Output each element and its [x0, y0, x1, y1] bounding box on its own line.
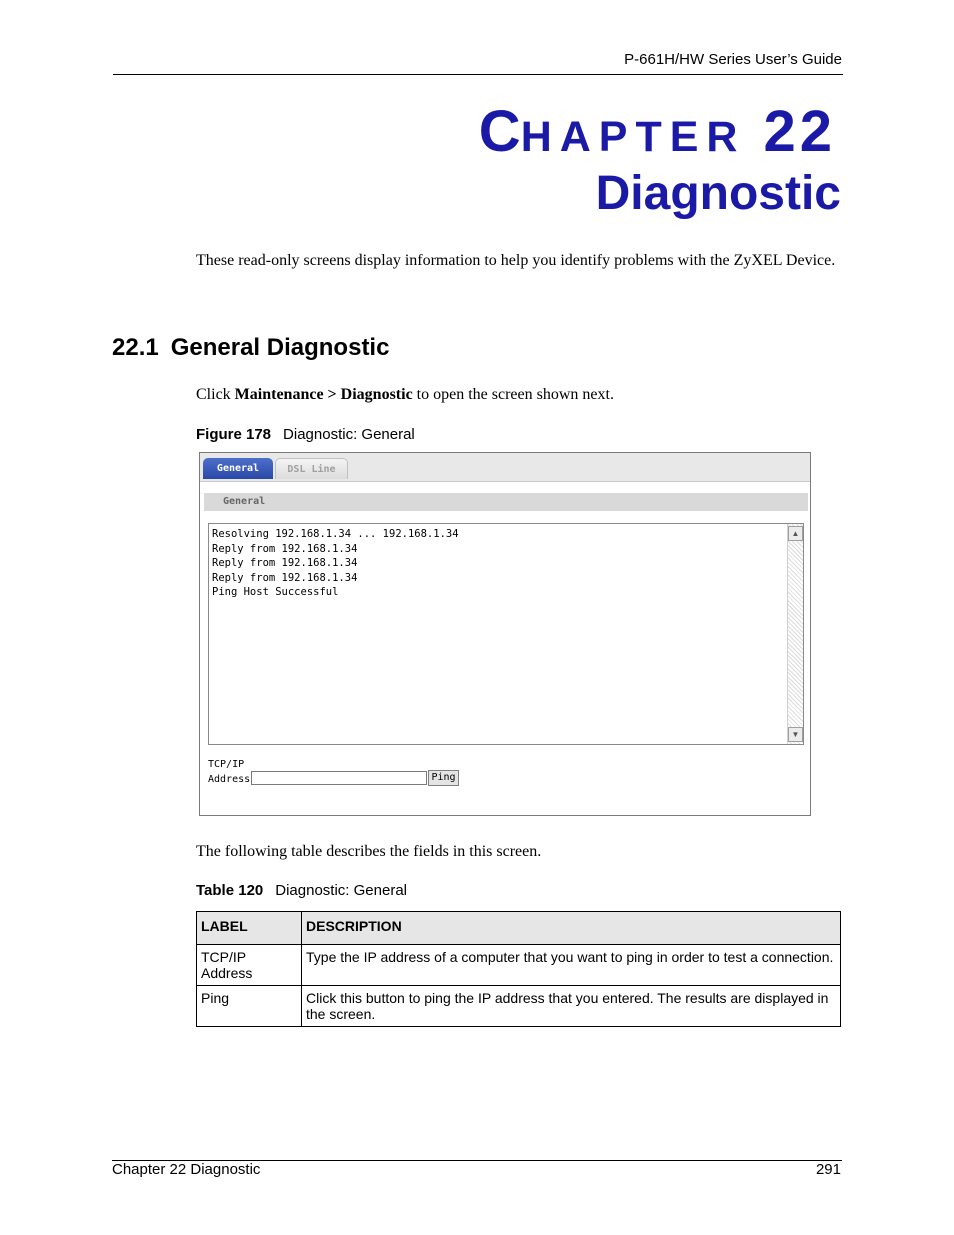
- row-description: Click this button to ping the IP address that you entered. The results are displayed in the screen.: [302, 986, 841, 1027]
- table-intro-paragraph: The following table describes the fields in this screen.: [196, 843, 542, 860]
- section-number: 22.1: [112, 334, 159, 361]
- table-title: Diagnostic: General: [275, 882, 407, 899]
- table-row: [197, 986, 841, 1027]
- row-label: Ping: [197, 986, 302, 1027]
- diagnostic-output-box: [208, 523, 804, 745]
- diagnostic-screenshot: [199, 452, 811, 816]
- section-heading: [112, 334, 389, 362]
- chapter-title: Diagnostic: [595, 167, 841, 220]
- figure-label: Figure 178: [196, 426, 272, 443]
- chapter-label-initial: C: [478, 99, 521, 164]
- scroll-up-arrow-icon[interactable]: ▲: [788, 526, 803, 541]
- tab-bar: [200, 453, 810, 482]
- output-scrollbar[interactable]: [787, 524, 803, 744]
- menu-path: Maintenance > Diagnostic: [234, 386, 413, 403]
- running-header: P-661H/HW Series User’s Guide: [624, 51, 842, 68]
- instruction-paragraph: [196, 385, 614, 405]
- row-label: TCP/IP Address: [197, 945, 302, 986]
- scroll-down-arrow-icon[interactable]: ▼: [788, 727, 803, 742]
- header-rule: [113, 74, 843, 75]
- table-header-row: [197, 912, 841, 945]
- figure-title: Diagnostic: General: [283, 426, 415, 443]
- section-title: General Diagnostic: [170, 334, 390, 361]
- tcp-ip-address-input[interactable]: [251, 771, 427, 785]
- chapter-label: [479, 98, 836, 165]
- intro-paragraph: These read-only screens display information to help you identify problems with the ZyXEL Device.: [196, 252, 836, 269]
- tab-dsl-line[interactable]: DSL Line: [275, 458, 348, 479]
- table-caption: [196, 882, 407, 899]
- table-label: Table 120: [196, 882, 264, 899]
- table-row: [197, 945, 841, 986]
- tab-general[interactable]: General: [203, 458, 273, 479]
- instruction-prefix: Click: [196, 386, 235, 403]
- ping-button[interactable]: Ping: [428, 770, 459, 786]
- header-label: LABEL: [197, 912, 302, 945]
- diagnostic-output-text: Resolving 192.168.1.34 ... 192.168.1.34 Reply from 192.168.1.34 Reply from 192.168.1.34 Reply from 192.168.1.34 Ping Host Successful: [212, 528, 459, 598]
- header-description: DESCRIPTION: [302, 912, 841, 945]
- description-table: [196, 911, 841, 1027]
- chapter-label-rest: HAPTER: [520, 113, 746, 161]
- footer-chapter: Chapter 22 Diagnostic: [112, 1161, 261, 1178]
- figure-caption: [196, 426, 415, 443]
- tcp-ip-address-label: TCP/IP Address: [208, 759, 251, 785]
- chapter-number: 22: [763, 99, 836, 164]
- instruction-suffix: to open the screen shown next.: [412, 386, 614, 403]
- page-number: 291: [815, 1161, 841, 1178]
- row-description: Type the IP address of a computer that you want to ping in order to test a connection.: [302, 945, 841, 986]
- screen-section-title: General: [204, 493, 808, 511]
